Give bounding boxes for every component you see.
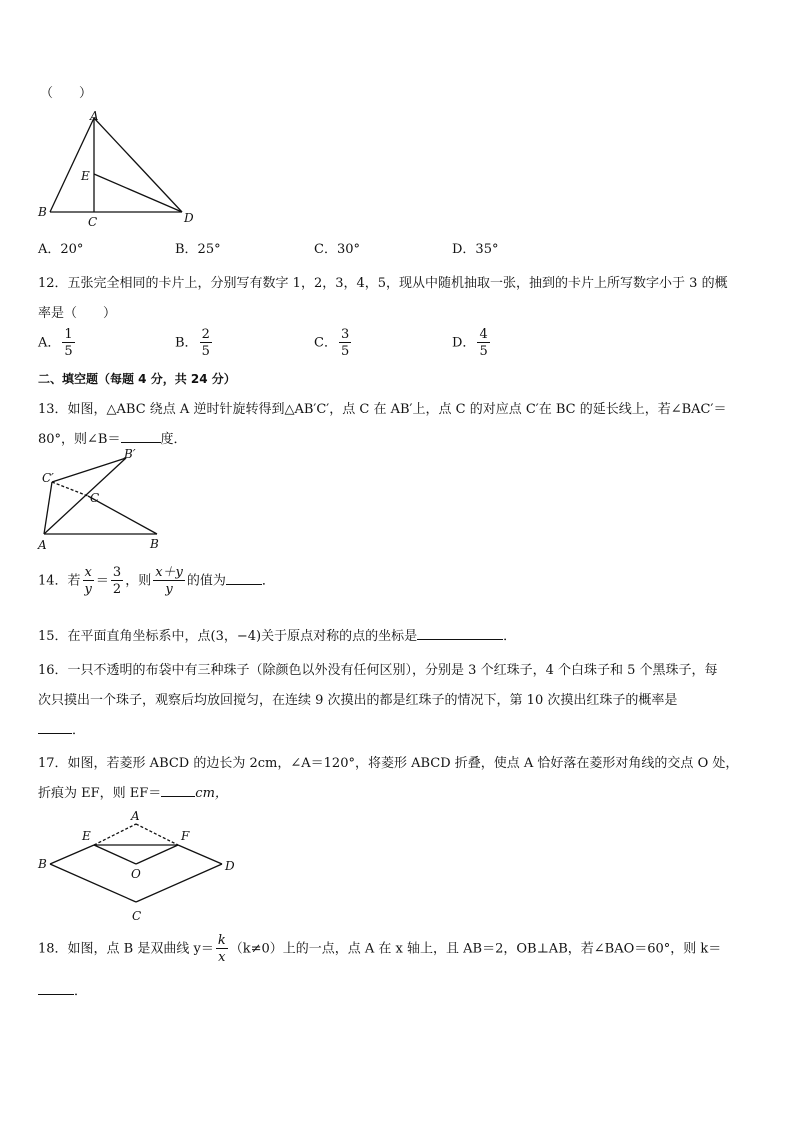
q13-stem-line1: 13．如图，△ABC 绕点 A 逆时针旋转得到△AB′C′，点 C 在 AB′上，点 C 的对应点 C′在 BC 的延长线上，若∠BAC′＝ bbox=[38, 402, 727, 417]
q12-option-c[interactable]: C． $\frac{3}{5}$ bbox=[314, 327, 350, 359]
q13-label-b-prime: B′ bbox=[124, 447, 136, 461]
q16-stem-line1: 16．一只不透明的布袋中有三种珠子（除颜色以外没有任何区别），分别是 3 个红珠子，4 个白珠子和 5 个黑珠子，每 bbox=[38, 663, 718, 678]
q17-label-f: F bbox=[181, 829, 190, 843]
q17-label-b: B bbox=[38, 857, 47, 871]
q11-option-a[interactable]: A．20° bbox=[38, 242, 84, 257]
q11-label-e: E bbox=[81, 169, 90, 183]
q17-rhombus-figure bbox=[34, 808, 244, 926]
q14-stem: 14．若 $\frac{x}{y}$ ＝ $\frac{3}{2}$ ，则 $\frac{x+y}{y}$ 的值为 ． bbox=[38, 565, 275, 597]
q11-answer-paren: （ ） bbox=[40, 86, 93, 101]
q16-stem-line3: ． bbox=[38, 719, 85, 738]
q11-option-d[interactable]: D．35° bbox=[452, 242, 499, 257]
q17-label-d: D bbox=[225, 859, 235, 873]
q12-option-d[interactable]: D． $\frac{4}{5}$ bbox=[452, 327, 488, 359]
q16-answer-blank[interactable] bbox=[38, 721, 72, 734]
q17-label-c: C bbox=[132, 909, 142, 923]
fraction: $\frac{1}{5}$ bbox=[64, 327, 73, 359]
q18-stem-line2: ． bbox=[38, 980, 87, 999]
q12-option-b[interactable]: B． $\frac{2}{5}$ bbox=[175, 327, 210, 359]
q13-stem-line2: 80°，则∠B＝ 度． bbox=[38, 432, 187, 447]
q12-stem-line1: 12．五张完全相同的卡片上，分别写有数字 1，2，3，4，5，现从中随机抽取一张，抽到的卡片上所写数字小于 3 的概 bbox=[38, 276, 728, 291]
q17-stem-line1: 17．如图，若菱形 ABCD 的边长为 2cm，∠A＝120°，将菱形 ABCD 折叠，使点 A 恰好落在菱形对角线的交点 O 处， bbox=[38, 756, 739, 771]
fraction: $\frac{4}{5}$ bbox=[479, 327, 488, 359]
q18-stem-line1: 18．如图，点 B 是双曲线 y＝ $\frac{k}{x}$ （k≠0）上的一点，点 A 在 x 轴上，且 AB＝2，OB⊥AB，若∠BAO＝60°，则 k＝ bbox=[38, 933, 722, 965]
fraction: $\frac{x}{y}$ bbox=[84, 565, 92, 597]
q17-label-a: A bbox=[131, 809, 140, 823]
q11-label-b: B bbox=[38, 205, 47, 219]
q13-label-c-prime: C′ bbox=[42, 471, 54, 485]
fraction: $\frac{k}{x}$ bbox=[217, 933, 226, 965]
fraction: $\frac{3}{5}$ bbox=[340, 327, 350, 359]
q13-label-b: B bbox=[150, 537, 159, 551]
q16-stem-line2: 次只摸出一个珠子，观察后均放回搅匀，在连续 9 次摸出的都是红珠子的情况下，第 10 次摸出红珠子的概率是 bbox=[38, 693, 678, 708]
q17-label-o: O bbox=[131, 867, 141, 881]
q14-answer-blank[interactable] bbox=[226, 572, 262, 585]
q13-label-a: A bbox=[38, 538, 47, 552]
q11-label-c: C bbox=[88, 215, 98, 229]
q11-label-a: A bbox=[90, 109, 99, 123]
q13-label-c: C bbox=[90, 491, 100, 505]
q13-answer-blank[interactable] bbox=[121, 430, 161, 443]
section-heading-fill-in: 二、填空题（每题 4 分，共 24 分） bbox=[38, 372, 236, 386]
q12-option-a[interactable]: A． $\frac{1}{5}$ bbox=[38, 327, 73, 359]
q11-triangle-figure bbox=[34, 108, 204, 230]
q15-answer-blank[interactable] bbox=[417, 627, 503, 640]
q13-rotation-figure bbox=[32, 446, 172, 556]
fraction: $\frac{x+y}{y}$ bbox=[155, 565, 183, 597]
q17-answer-blank[interactable] bbox=[161, 784, 195, 797]
q11-option-c[interactable]: C．30° bbox=[314, 242, 360, 257]
q18-answer-blank[interactable] bbox=[38, 982, 74, 995]
q12-stem-line2: 率是（ ） bbox=[38, 306, 117, 321]
q17-label-e: E bbox=[82, 829, 91, 843]
fraction: $\frac{3}{2}$ bbox=[112, 565, 122, 597]
q15-stem: 15．在平面直角坐标系中，点(3，−4)关于原点对称的点的坐标是 ． bbox=[38, 629, 517, 644]
q11-option-b[interactable]: B．25° bbox=[175, 242, 221, 257]
q11-label-d: D bbox=[184, 211, 194, 225]
fraction: $\frac{2}{5}$ bbox=[201, 327, 210, 359]
q17-stem-line2: 折痕为 EF，则 EF＝ cm， bbox=[38, 786, 228, 801]
